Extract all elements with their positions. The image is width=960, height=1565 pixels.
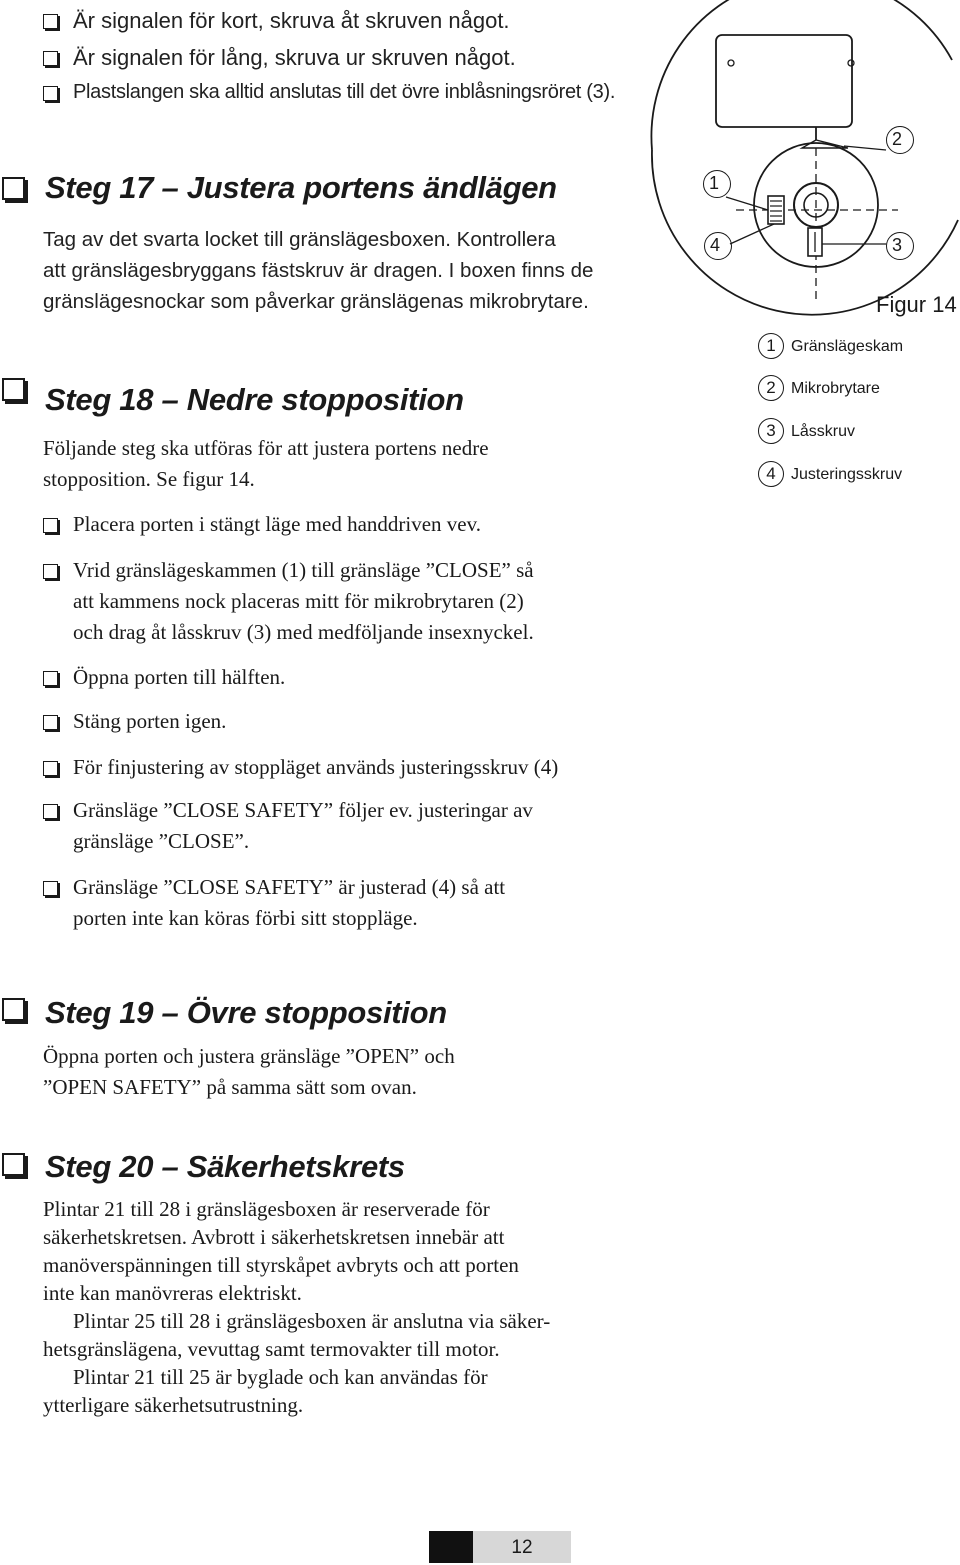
checkbox-icon — [2, 378, 25, 401]
callout-1: 1 — [708, 173, 719, 193]
step-20-body — [43, 1195, 550, 1419]
bullet-text: Är signalen för kort, skruva åt skruven något. — [73, 8, 510, 33]
legend-number: 1 — [758, 333, 784, 359]
checkbox-icon — [43, 671, 58, 686]
checkbox-icon — [2, 177, 25, 200]
body-line: inte kan manövreras elektriskt. — [43, 1281, 302, 1305]
step-18-heading: Steg 18 – Nedre stopposition — [45, 382, 464, 417]
checkbox-icon — [2, 1153, 25, 1176]
checkbox-icon — [43, 14, 58, 29]
checkbox-icon — [43, 715, 58, 730]
legend-label: Gränslägeskam — [791, 338, 904, 355]
step-20-heading: Steg 20 – Säkerhetskrets — [45, 1149, 405, 1184]
body-line: gränslägesnockar som påverkar gränslägenas mikrobrytare. — [43, 290, 589, 313]
legend-label: Justeringsskruv — [791, 466, 903, 483]
bullet-item — [73, 706, 226, 737]
bullet-text: porten inte kan köras förbi sitt stoppläge. — [73, 906, 418, 930]
legend-label: Låsskruv — [791, 423, 856, 440]
callout-circle — [703, 170, 731, 198]
bullet-text: gränsläge ”CLOSE”. — [73, 829, 250, 853]
body-line: säkerhetskretsen. Avbrott i säkerhetskretsen innebär att — [43, 1225, 505, 1249]
step-19-heading: Steg 19 – Övre stopposition — [45, 995, 447, 1030]
callout-circle — [886, 126, 914, 154]
checkbox-icon — [43, 518, 58, 533]
bullet-item — [73, 662, 285, 693]
body-line: Plintar 21 till 25 är byglade och kan användas för — [73, 1365, 488, 1389]
bullet-text: Är signalen för lång, skruva ur skruven något. — [73, 45, 516, 70]
body-line: ”OPEN SAFETY” på samma sätt som ovan. — [43, 1075, 417, 1099]
legend-number: 2 — [758, 375, 784, 401]
limit-switch-diagram — [640, 0, 960, 320]
bullet-text: Plastslangen ska alltid anslutas till det övre inblåsningsröret (3). — [73, 81, 616, 103]
bullet-item — [73, 509, 481, 540]
callout-3: 3 — [891, 235, 902, 255]
checkbox-icon — [43, 804, 58, 819]
legend-label: Mikrobrytare — [791, 380, 880, 397]
figure-caption: Figur 14 — [876, 292, 957, 317]
bullet-text: Gränsläge ”CLOSE SAFETY” följer ev. justeringar av — [73, 798, 533, 822]
callout-4: 4 — [709, 235, 720, 255]
step-17-heading: Steg 17 – Justera portens ändlägen — [45, 170, 557, 205]
legend-number: 3 — [758, 418, 784, 444]
step-19-body — [43, 1041, 455, 1103]
bullet-text: För finjustering av stoppläget används justeringsskruv (4) — [73, 755, 559, 779]
bullet-text: Gränsläge ”CLOSE SAFETY” är justerad (4) så att — [73, 875, 506, 899]
body-line: att gränslägesbryggans fästskruv är dragen. I boxen finns de — [43, 259, 594, 282]
body-line: Plintar 21 till 28 i gränslägesboxen är reserverade för — [43, 1197, 490, 1221]
bullet-item — [73, 795, 533, 857]
body-line: Tag av det svarta locket till gränslägesboxen. Kontrollera — [43, 228, 556, 251]
bullet-item — [73, 752, 558, 783]
callout-circle — [704, 232, 732, 260]
checkbox-icon — [43, 881, 58, 896]
bullet-text: Öppna porten till hälften. — [73, 665, 286, 689]
bullet-text: Vrid gränslägeskammen (1) till gränsläge ”CLOSE” så — [73, 558, 534, 582]
body-line: Öppna porten och justera gränsläge ”OPEN” och — [43, 1044, 455, 1068]
bullet-item — [73, 555, 534, 648]
bullet-text: att kammens nock placeras mitt för mikrobrytaren (2) — [73, 589, 524, 613]
step-18-body — [43, 433, 489, 495]
callout-2: 2 — [891, 129, 902, 149]
bullet-text: Stäng porten igen. — [73, 709, 227, 733]
page-bar-dark-block — [429, 1531, 473, 1563]
body-line: manöverspänningen till styrskåpet avbryts och att porten — [43, 1253, 519, 1277]
body-line: hetsgränslägena, vevuttag samt termovakter till motor. — [43, 1337, 500, 1361]
bullet-text: Placera porten i stängt läge med handdriven vev. — [73, 512, 481, 536]
callout-circle — [886, 232, 914, 260]
checkbox-icon — [43, 761, 58, 776]
legend-number: 4 — [758, 461, 784, 487]
checkbox-icon — [43, 51, 58, 66]
page-number: 12 — [473, 1531, 571, 1563]
body-line: Plintar 25 till 28 i gränslägesboxen är anslutna via säker- — [73, 1309, 551, 1333]
bullet-text: och drag åt låsskruv (3) med medföljande insexnyckel. — [73, 620, 534, 644]
body-line: ytterligare säkerhetsutrustning. — [43, 1393, 304, 1417]
body-line: Följande steg ska utföras för att justera portens nedre — [43, 436, 489, 460]
checkbox-icon — [2, 998, 25, 1021]
body-line: stopposition. Se figur 14. — [43, 467, 255, 491]
bullet-item — [73, 872, 505, 934]
page-number-bar — [429, 1531, 571, 1563]
checkbox-icon — [43, 564, 58, 579]
step-17-body — [43, 224, 593, 317]
checkbox-icon — [43, 86, 58, 101]
